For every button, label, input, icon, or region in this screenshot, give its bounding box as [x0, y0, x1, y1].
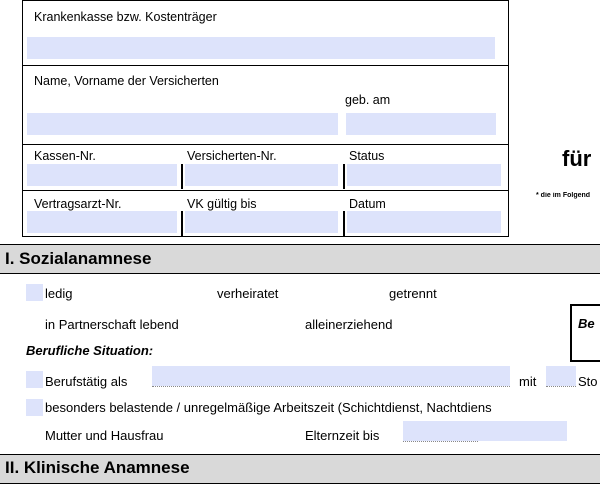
box-top-border [22, 0, 509, 1]
section-sozialanamnese-header [0, 244, 600, 274]
row-divider [22, 190, 509, 191]
belastende-label: besonders belastende / unregelmäßige Arbeitszeit (Schichtdienst, Nachtdiens [45, 400, 492, 415]
getrennt-label: getrennt [389, 286, 437, 301]
berufliche-situation-heading: Berufliche Situation: [26, 343, 154, 358]
ledig-checkbox[interactable] [26, 284, 43, 301]
kassen-nr-field[interactable] [27, 164, 177, 186]
field-separator [343, 164, 345, 189]
alleinerziehend-label: alleinerziehend [305, 317, 393, 332]
row-divider [22, 144, 509, 145]
stunden-field[interactable] [546, 366, 576, 386]
geb-field[interactable] [346, 113, 496, 135]
section-klinische-anamnese-header [0, 454, 600, 484]
vertragsarzt-field[interactable] [27, 211, 177, 233]
elternzeit-field[interactable] [403, 421, 567, 441]
form-title-fragment: für [562, 146, 592, 171]
section-title: I. Sozialanamnese [5, 249, 152, 268]
std-label: Sto [578, 374, 598, 389]
versicherten-nr-label: Versicherten-Nr. [187, 149, 277, 163]
berufstaetig-checkbox[interactable] [26, 371, 43, 388]
box-left-border [22, 0, 23, 237]
verheiratet-label: verheiratet [217, 286, 279, 301]
footnote-text: * die im Folgend [536, 192, 591, 199]
field-separator [181, 164, 183, 189]
section-title: II. Klinische Anamnese [5, 458, 190, 477]
box-right-border [508, 0, 509, 237]
field-separator [343, 211, 345, 236]
field-separator [181, 211, 183, 236]
name-label: Name, Vorname der Versicherten [34, 74, 219, 88]
krankenkasse-field[interactable] [27, 37, 495, 59]
status-field[interactable] [347, 164, 501, 186]
stunden-dotted-line [546, 386, 576, 387]
row-divider [22, 65, 509, 66]
box-bottom-border [22, 236, 509, 237]
name-field[interactable] [27, 113, 338, 135]
right-box-text: Be [578, 316, 595, 331]
datum-label: Datum [349, 197, 386, 211]
berufstaetig-dotted-line [152, 386, 510, 387]
mit-label: mit [519, 374, 537, 389]
mutter-label: Mutter und Hausfrau [45, 428, 164, 443]
vk-label: VK gültig bis [187, 197, 257, 211]
berufstaetig-field[interactable] [152, 366, 510, 386]
right-info-box [570, 304, 600, 362]
elternzeit-label: Elternzeit bis [305, 428, 380, 443]
ledig-label: ledig [45, 286, 73, 301]
partnerschaft-label: in Partnerschaft lebend [45, 317, 179, 332]
datum-field[interactable] [347, 211, 501, 233]
kassen-nr-label: Kassen-Nr. [34, 149, 96, 163]
vertragsarzt-label: Vertragsarzt-Nr. [34, 197, 122, 211]
geb-label: geb. am [345, 93, 391, 107]
berufstaetig-label: Berufstätig als [45, 374, 128, 389]
belastende-checkbox[interactable] [26, 399, 43, 416]
versicherten-nr-field[interactable] [185, 164, 338, 186]
krankenkasse-label: Krankenkasse bzw. Kostenträger [34, 10, 217, 24]
status-label: Status [349, 149, 385, 163]
elternzeit-dotted-line [403, 441, 478, 442]
vk-field[interactable] [185, 211, 338, 233]
